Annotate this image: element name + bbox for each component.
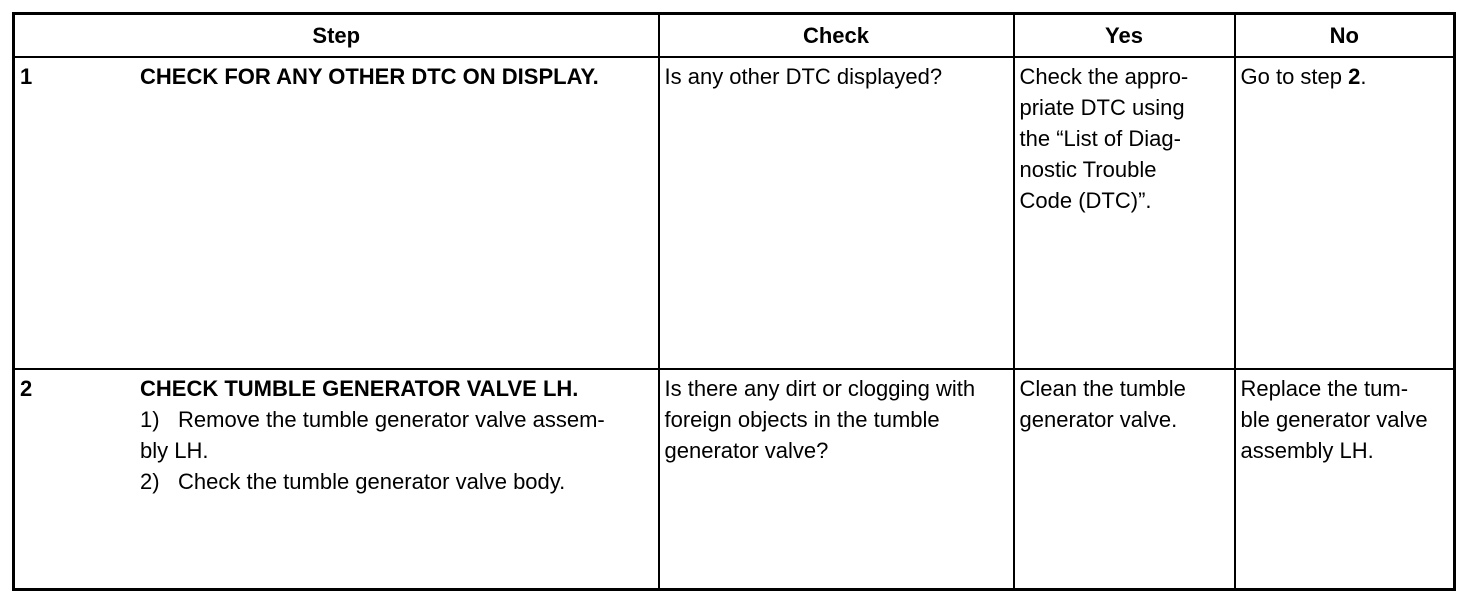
diagnostic-table: [12, 12, 1456, 591]
header-row: [14, 14, 1455, 58]
substep: [140, 404, 654, 435]
check-cell: [659, 57, 1014, 369]
no-line: assembly LH.: [1240, 438, 1374, 463]
substep-text: Remove the tumble generator valve assem-: [178, 407, 605, 432]
header-step: Step: [14, 14, 659, 58]
check-line: Is there any dirt or clogging with: [664, 376, 976, 401]
substep-number: 2): [140, 469, 160, 494]
step-number: 1: [20, 64, 33, 89]
step-title: CHECK TUMBLE GENERATOR VALVE LH.: [140, 376, 579, 401]
yes-line: Code (DTC)”.: [1019, 188, 1152, 213]
check-text: Is any other DTC displayed?: [664, 64, 943, 89]
substep: [140, 466, 654, 497]
yes-cell: [1014, 57, 1235, 369]
step-cell: [14, 57, 659, 369]
header-yes: Yes: [1014, 14, 1235, 58]
step-title: CHECK FOR ANY OTHER DTC ON DISPLAY.: [140, 64, 599, 89]
yes-cell: [1014, 369, 1235, 590]
header-check: Check: [659, 14, 1014, 58]
check-cell: [659, 369, 1014, 590]
table-row: [14, 57, 1455, 369]
step-number: 2: [20, 376, 33, 401]
yes-line: the “List of Diag-: [1019, 126, 1181, 151]
yes-line: Check the appro-: [1019, 64, 1189, 89]
yes-line: priate DTC using: [1019, 95, 1185, 120]
no-line: ble generator valve: [1240, 407, 1428, 432]
no-text: [1236, 58, 1454, 92]
no-cell: [1235, 57, 1455, 369]
step-reference: 2: [1348, 64, 1361, 89]
check-line: generator valve?: [664, 438, 829, 463]
no-cell: [1235, 369, 1455, 590]
yes-line: generator valve.: [1019, 407, 1178, 432]
header-no: No: [1235, 14, 1455, 58]
check-line: foreign objects in the tumble: [664, 407, 940, 432]
table-row: [14, 369, 1455, 590]
substep-number: 1): [140, 407, 160, 432]
yes-line: Clean the tumble: [1019, 376, 1186, 401]
no-text-suffix: .: [1360, 64, 1367, 89]
yes-line: nostic Trouble: [1019, 157, 1157, 182]
no-line: Replace the tum-: [1240, 376, 1409, 401]
no-text-prefix: Go to step: [1240, 64, 1349, 89]
substep-continuation: bly LH.: [140, 438, 209, 463]
substep-text: Check the tumble generator valve body.: [178, 469, 566, 494]
step-cell: [14, 369, 659, 590]
